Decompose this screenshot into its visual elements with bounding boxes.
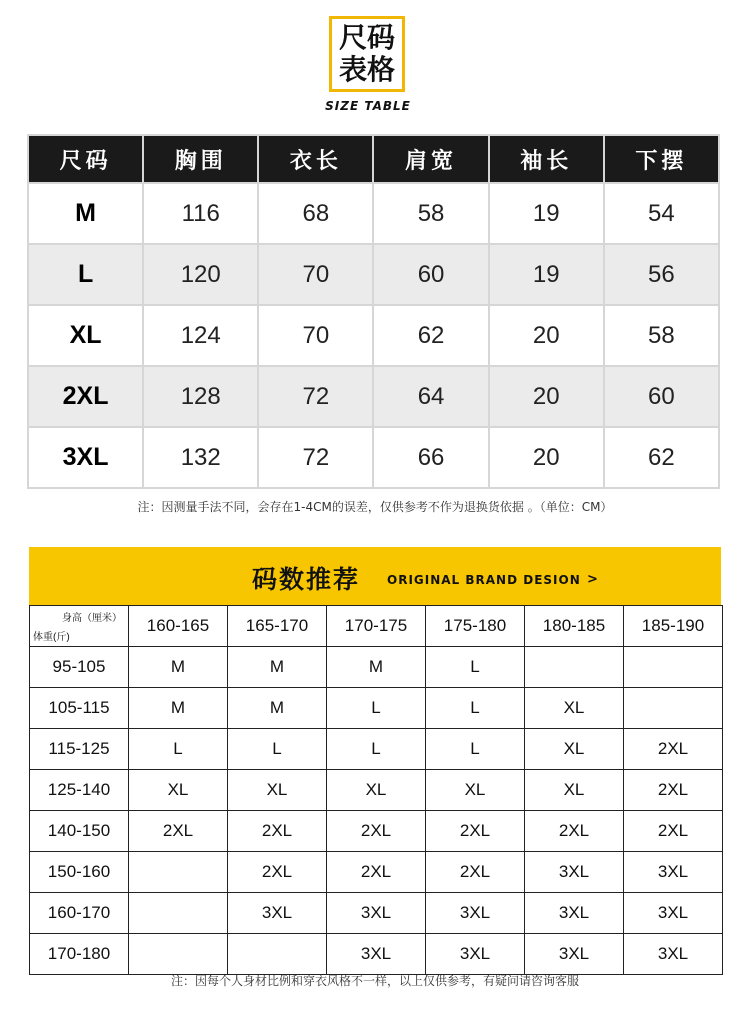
- recommended-size-cell: 3XL: [624, 934, 723, 975]
- height-range-header: 175-180: [426, 606, 525, 647]
- recommended-size-cell: 2XL: [624, 729, 723, 770]
- measurement-cell: 128: [143, 366, 258, 427]
- recommended-size-cell: XL: [525, 729, 624, 770]
- measurement-cell: 68: [258, 183, 373, 244]
- measurement-cell: 60: [604, 366, 719, 427]
- measurement-cell: 62: [604, 427, 719, 488]
- recommended-size-cell: 3XL: [228, 893, 327, 934]
- measurement-cell: 19: [489, 244, 604, 305]
- recommended-size-cell: L: [228, 729, 327, 770]
- weight-range-cell: 125-140: [30, 770, 129, 811]
- measurement-cell: 58: [373, 183, 488, 244]
- size-label-cell: 3XL: [28, 427, 143, 488]
- weight-range-cell: 170-180: [30, 934, 129, 975]
- table-row: [28, 183, 719, 244]
- table-row: [28, 366, 719, 427]
- measurement-cell: 62: [373, 305, 488, 366]
- table-row: [30, 811, 723, 852]
- height-range-header: 180-185: [525, 606, 624, 647]
- size-label-cell: L: [28, 244, 143, 305]
- table-row: [30, 934, 723, 975]
- recommended-size-cell: M: [327, 647, 426, 688]
- weight-range-cell: 150-160: [30, 852, 129, 893]
- measurement-cell: 120: [143, 244, 258, 305]
- weight-range-cell: 95-105: [30, 647, 129, 688]
- recommended-size-cell: 3XL: [426, 893, 525, 934]
- recommended-size-cell: 3XL: [525, 852, 624, 893]
- recommended-size-cell: [624, 647, 723, 688]
- height-range-header: 185-190: [624, 606, 723, 647]
- measurement-cell: 72: [258, 366, 373, 427]
- recommended-size-cell: M: [228, 688, 327, 729]
- recommended-size-cell: L: [129, 729, 228, 770]
- measurement-note: 注：因测量手法不同，会存在1-4CM的误差，仅供参考不作为退换货依据 。（单位：CM）: [137, 500, 613, 514]
- measurement-cell: 116: [143, 183, 258, 244]
- measurement-cell: 70: [258, 244, 373, 305]
- table-row: [28, 305, 719, 366]
- recommended-size-cell: 2XL: [426, 852, 525, 893]
- weight-axis-label: 体重(斤): [33, 632, 70, 643]
- recommendation-note: 注：因每个人身材比例和穿衣风格不一样，以上仅供参考，有疑问请咨询客服: [170, 974, 579, 988]
- recommended-size-cell: 2XL: [327, 852, 426, 893]
- column-header-shoulder: 肩宽: [373, 135, 488, 183]
- weight-range-cell: 140-150: [30, 811, 129, 852]
- recommended-size-cell: XL: [129, 770, 228, 811]
- size-table-badge: [329, 16, 405, 92]
- badge-title-line2: 表格: [338, 53, 395, 86]
- measurement-cell: 20: [489, 305, 604, 366]
- recommended-size-cell: 3XL: [624, 893, 723, 934]
- measurement-cell: 72: [258, 427, 373, 488]
- table-row: [30, 688, 723, 729]
- recommended-size-cell: [129, 893, 228, 934]
- chevron-right-icon: >: [587, 572, 598, 587]
- measurement-cell: 132: [143, 427, 258, 488]
- recommendation-subtitle: ORIGINAL BRAND DESION: [387, 573, 581, 587]
- recommended-size-cell: [129, 852, 228, 893]
- recommended-size-cell: L: [327, 688, 426, 729]
- recommended-size-cell: 2XL: [327, 811, 426, 852]
- recommended-size-cell: 3XL: [624, 852, 723, 893]
- recommended-size-cell: 3XL: [525, 934, 624, 975]
- column-header-hem: 下摆: [604, 135, 719, 183]
- measurement-cell: 20: [489, 427, 604, 488]
- table-row: [28, 244, 719, 305]
- table-row: [30, 893, 723, 934]
- recommended-size-cell: XL: [327, 770, 426, 811]
- recommended-size-cell: M: [228, 647, 327, 688]
- corner-header-cell: [30, 606, 129, 647]
- weight-range-cell: 160-170: [30, 893, 129, 934]
- measurement-cell: 19: [489, 183, 604, 244]
- column-header-sleeve: 袖长: [489, 135, 604, 183]
- measurement-cell: 64: [373, 366, 488, 427]
- recommended-size-cell: XL: [426, 770, 525, 811]
- recommendation-banner: [29, 547, 721, 605]
- weight-range-cell: 105-115: [30, 688, 129, 729]
- recommendation-table: [29, 605, 723, 975]
- height-range-header: 170-175: [327, 606, 426, 647]
- recommended-size-cell: M: [129, 647, 228, 688]
- recommended-size-cell: 2XL: [624, 770, 723, 811]
- recommended-size-cell: L: [426, 647, 525, 688]
- recommended-size-cell: [129, 934, 228, 975]
- measurement-cell: 54: [604, 183, 719, 244]
- size-label-cell: M: [28, 183, 143, 244]
- measurement-cell: 20: [489, 366, 604, 427]
- recommended-size-cell: 3XL: [525, 893, 624, 934]
- weight-range-cell: 115-125: [30, 729, 129, 770]
- recommended-size-cell: XL: [525, 688, 624, 729]
- recommended-size-cell: 3XL: [426, 934, 525, 975]
- recommended-size-cell: M: [129, 688, 228, 729]
- recommended-size-cell: 3XL: [327, 893, 426, 934]
- recommended-size-cell: XL: [525, 770, 624, 811]
- column-header-chest: 胸围: [143, 135, 258, 183]
- recommended-size-cell: 2XL: [624, 811, 723, 852]
- height-range-header: 160-165: [129, 606, 228, 647]
- measurement-cell: 124: [143, 305, 258, 366]
- measurement-cell: 70: [258, 305, 373, 366]
- recommendation-title: 码数推荐: [252, 565, 361, 594]
- column-header-length: 衣长: [258, 135, 373, 183]
- measurement-cell: 58: [604, 305, 719, 366]
- height-range-header: 165-170: [228, 606, 327, 647]
- recommended-size-cell: 2XL: [228, 811, 327, 852]
- table-row: [30, 729, 723, 770]
- size-table: [27, 134, 720, 489]
- table-row: [30, 770, 723, 811]
- recommended-size-cell: 2XL: [129, 811, 228, 852]
- badge-title-line1: 尺码: [338, 21, 395, 54]
- recommended-size-cell: L: [426, 688, 525, 729]
- recommended-size-cell: [525, 647, 624, 688]
- column-header-size: 尺码: [28, 135, 143, 183]
- table-row: [30, 852, 723, 893]
- recommended-size-cell: L: [327, 729, 426, 770]
- recommended-size-cell: 2XL: [525, 811, 624, 852]
- recommended-size-cell: 2XL: [228, 852, 327, 893]
- table-row: [30, 647, 723, 688]
- recommended-size-cell: [624, 688, 723, 729]
- measurement-cell: 56: [604, 244, 719, 305]
- height-header-row: [30, 606, 723, 647]
- table-row: [28, 427, 719, 488]
- recommended-size-cell: 2XL: [426, 811, 525, 852]
- badge-subtitle: SIZE TABLE: [325, 99, 411, 113]
- size-label-cell: XL: [28, 305, 143, 366]
- measurement-cell: 60: [373, 244, 488, 305]
- size-label-cell: 2XL: [28, 366, 143, 427]
- recommended-size-cell: L: [426, 729, 525, 770]
- size-table-header-row: [28, 135, 719, 183]
- height-axis-label: 身高（厘米）: [62, 613, 122, 624]
- recommended-size-cell: [228, 934, 327, 975]
- recommended-size-cell: 3XL: [327, 934, 426, 975]
- measurement-cell: 66: [373, 427, 488, 488]
- recommended-size-cell: XL: [228, 770, 327, 811]
